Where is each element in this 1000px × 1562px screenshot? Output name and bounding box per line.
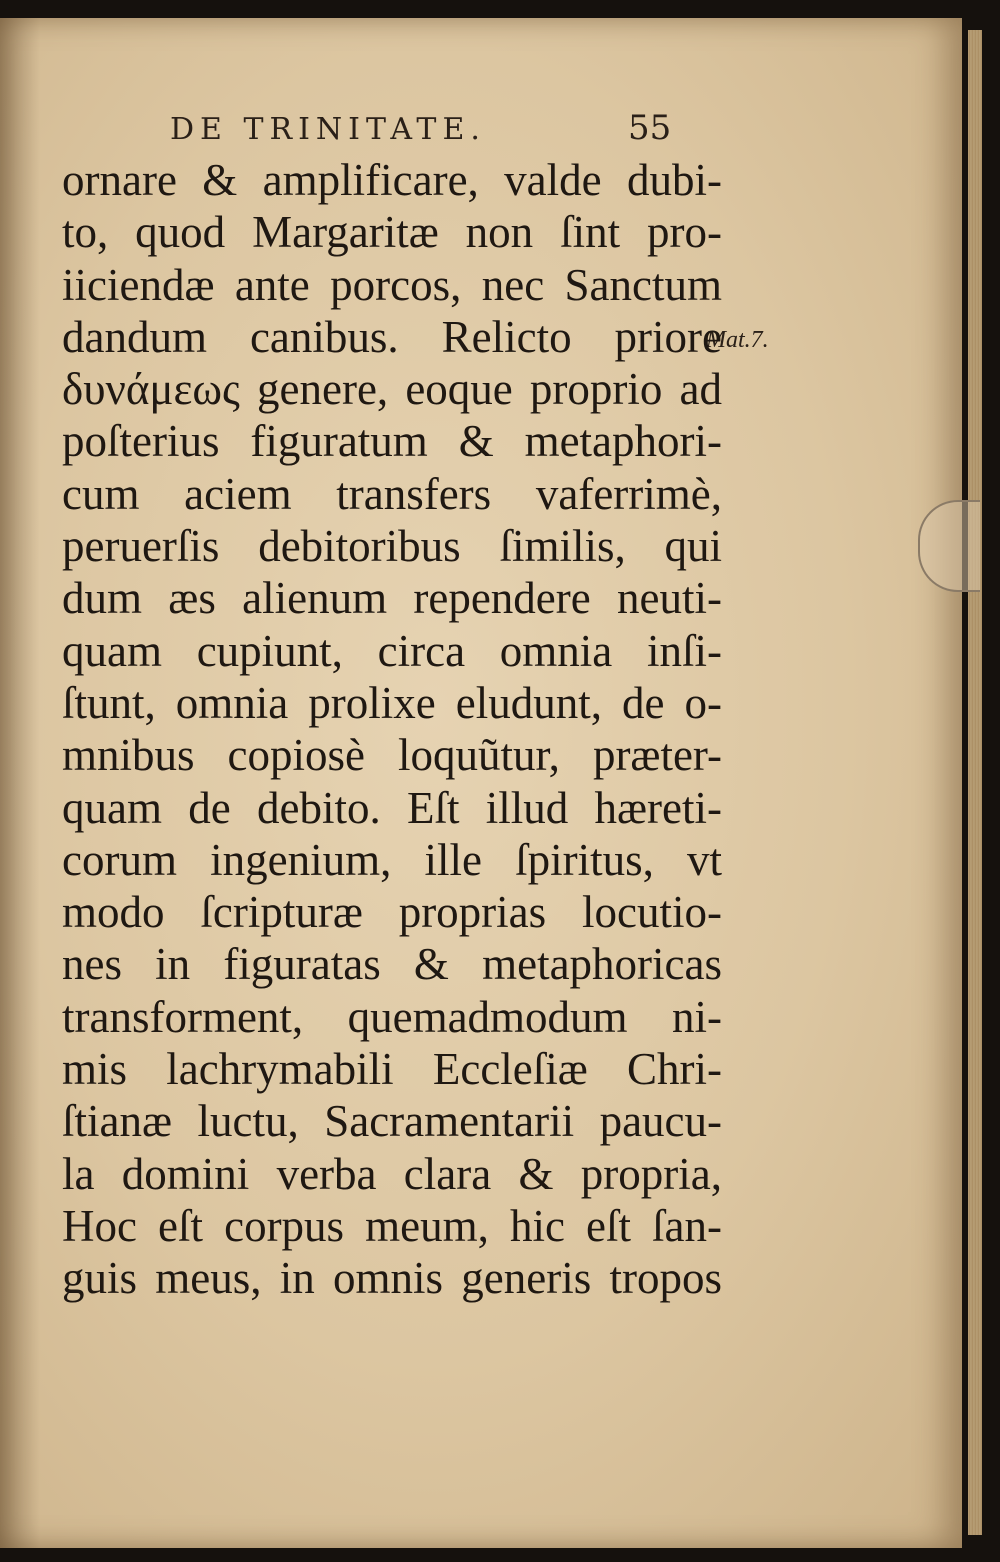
page-number: 55 bbox=[628, 108, 672, 148]
text-line: to, quod Margaritæ non ſint pro- bbox=[62, 207, 722, 258]
text-line: dum æs alienum rependere neuti- bbox=[62, 573, 722, 624]
text-line: mis lachrymabili Eccleſiæ Chri- bbox=[62, 1044, 722, 1095]
text-line: guis meus, in omnis generis tropos bbox=[62, 1253, 722, 1304]
text-line: la domini verba clara & propria, bbox=[62, 1148, 722, 1199]
thumb-tab bbox=[918, 500, 980, 592]
text-line: ornare & amplificare, valde dubi- bbox=[62, 155, 722, 205]
spine-shadow bbox=[0, 18, 40, 1548]
text-line: iiciendæ ante porcos, nec Sanctum bbox=[62, 259, 722, 310]
text-line: peruerſis debitoribus ſimilis, qui bbox=[62, 521, 722, 572]
marginal-note: Mat.7. bbox=[706, 327, 769, 353]
text-line: ſtunt, omnia prolixe eludunt, de o- bbox=[62, 677, 722, 728]
text-line: cum aciem transfers vaferrimè, bbox=[62, 468, 722, 519]
text-line: quam de debito. Eſt illud hæreti- bbox=[62, 782, 722, 833]
text-line: mnibus copiosè loquũtur, præter- bbox=[62, 730, 722, 781]
text-line: quam cupiunt, circa omnia inſi- bbox=[62, 625, 722, 676]
text-line: ſtianæ luctu, Sacramentarii paucu- bbox=[62, 1096, 722, 1147]
text-line: transforment, quemadmodum ni- bbox=[62, 991, 722, 1042]
text-line: nes in figuratas & metaphoricas bbox=[62, 939, 722, 990]
text-line: modo ſcripturæ proprias locutio- bbox=[62, 887, 722, 938]
running-head: DE TRINITATE. bbox=[170, 112, 486, 147]
text-line: corum ingenium, ille ſpiritus, vt bbox=[62, 834, 722, 885]
text-line: δυνάμεως genere, eoque proprio ad bbox=[62, 364, 722, 415]
text-line: dandum canibus. Relicto priore bbox=[62, 311, 722, 362]
body-text bbox=[62, 154, 722, 1305]
text-line: Hoc eſt corpus meum, hic eſt ſan- bbox=[62, 1200, 722, 1251]
page-edges bbox=[968, 30, 982, 1535]
text-line: poſterius figuratum & metaphori- bbox=[62, 416, 722, 467]
